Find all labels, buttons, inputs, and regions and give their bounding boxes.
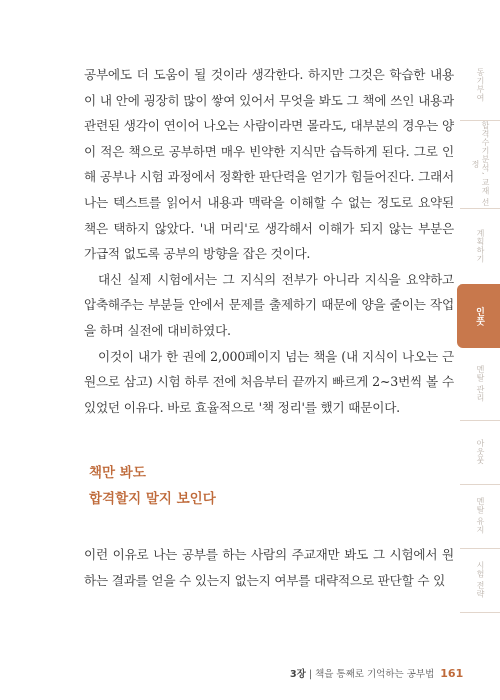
page-footer: [290, 666, 464, 680]
tab-label: 동기부여: [476, 68, 485, 102]
paragraph-4: 이런 이유로 나는 공부를 하는 사람의 주교재만 봐도 그 시험에서 원하는 결과를 얻을 수 있는지 없는지 여부를 대략적으로 판단할 수 있: [84, 547, 454, 588]
paragraph-3: 이것이 내가 한 권에 2,000페이지 넘는 책을 (내 지식이 나오는 근원으로 삼고) 시험 하루 전에 처음부터 끝까지 빠르게 2~3번씩 볼 수 있었던 이유다. 바로 효율적으로 '책 정리'를 했기 때문이다.: [84, 348, 454, 415]
tab-label: 아웃풋: [476, 439, 485, 465]
section-heading-line-1: 책만 봐도: [89, 465, 146, 481]
tab-mental-care[interactable]: [460, 348, 500, 421]
tab-input[interactable]: [457, 284, 500, 348]
tab-label: 멘탈 유지: [476, 497, 485, 535]
tab-exam-strategy[interactable]: [460, 548, 500, 613]
paragraph-1: 공부에도 더 도움이 될 것이라 생각한다. 하지만 그것은 학습한 내용이 내 안에 굉장히 많이 쌓여 있어서 무엇을 봐도 그 책에 쓰인 내용과 관련된 생각이 연이어 나오는 사람이라면 몰라도, 대부분의 경우는 양이 적은 책으로 공부하면 매우 빈약한 지식만 습득하게 된다. 그로 인해 공부나 시험 과정에서 정확한 판단력을 얻기가 힘들어진다. 그래서 나는 텍스트를 읽어서 내용과 맥락을 이해할 수 없는 정도로 요약된 책은 택하지 않았다. '내 머리'로 생각해서 이해가 되지 않는 부분은 가급적 없도록 공부의 방향을 잡은 것이다.: [84, 67, 454, 262]
footer-chapter-title: 책을 통째로 기억하는 공부법: [315, 669, 435, 680]
tab-label: 멘탈 관리: [476, 365, 485, 403]
body-text-block: [84, 62, 454, 420]
section-heading: [89, 460, 216, 512]
paragraph-2: 대신 실제 시험에서는 그 지식의 전부가 아니라 지식을 요약하고 압축해주는 부분들 안에서 문제를 출제하기 때문에 양을 줄이는 작업을 하며 실전에 대비하였다.: [84, 271, 454, 338]
tab-review-analysis[interactable]: [460, 120, 500, 209]
tab-label: 계획하기: [476, 229, 485, 263]
footer-separator: |: [308, 669, 313, 680]
chapter-tabs-sidebar: [460, 50, 500, 599]
tab-planning[interactable]: [460, 208, 500, 285]
tab-label: 인풋: [474, 306, 484, 326]
tab-label: 시험 전략: [476, 561, 485, 599]
tab-label: 합격수기분석, 교재 선정: [471, 121, 490, 207]
section-heading-line-2: 합격할지 말지 보인다: [89, 491, 216, 507]
tab-output[interactable]: [460, 420, 500, 485]
tab-motivation[interactable]: [460, 50, 500, 121]
page-number: 161: [440, 667, 464, 680]
footer-chapter: 3장: [290, 669, 306, 680]
tab-mental-keep[interactable]: [460, 484, 500, 549]
